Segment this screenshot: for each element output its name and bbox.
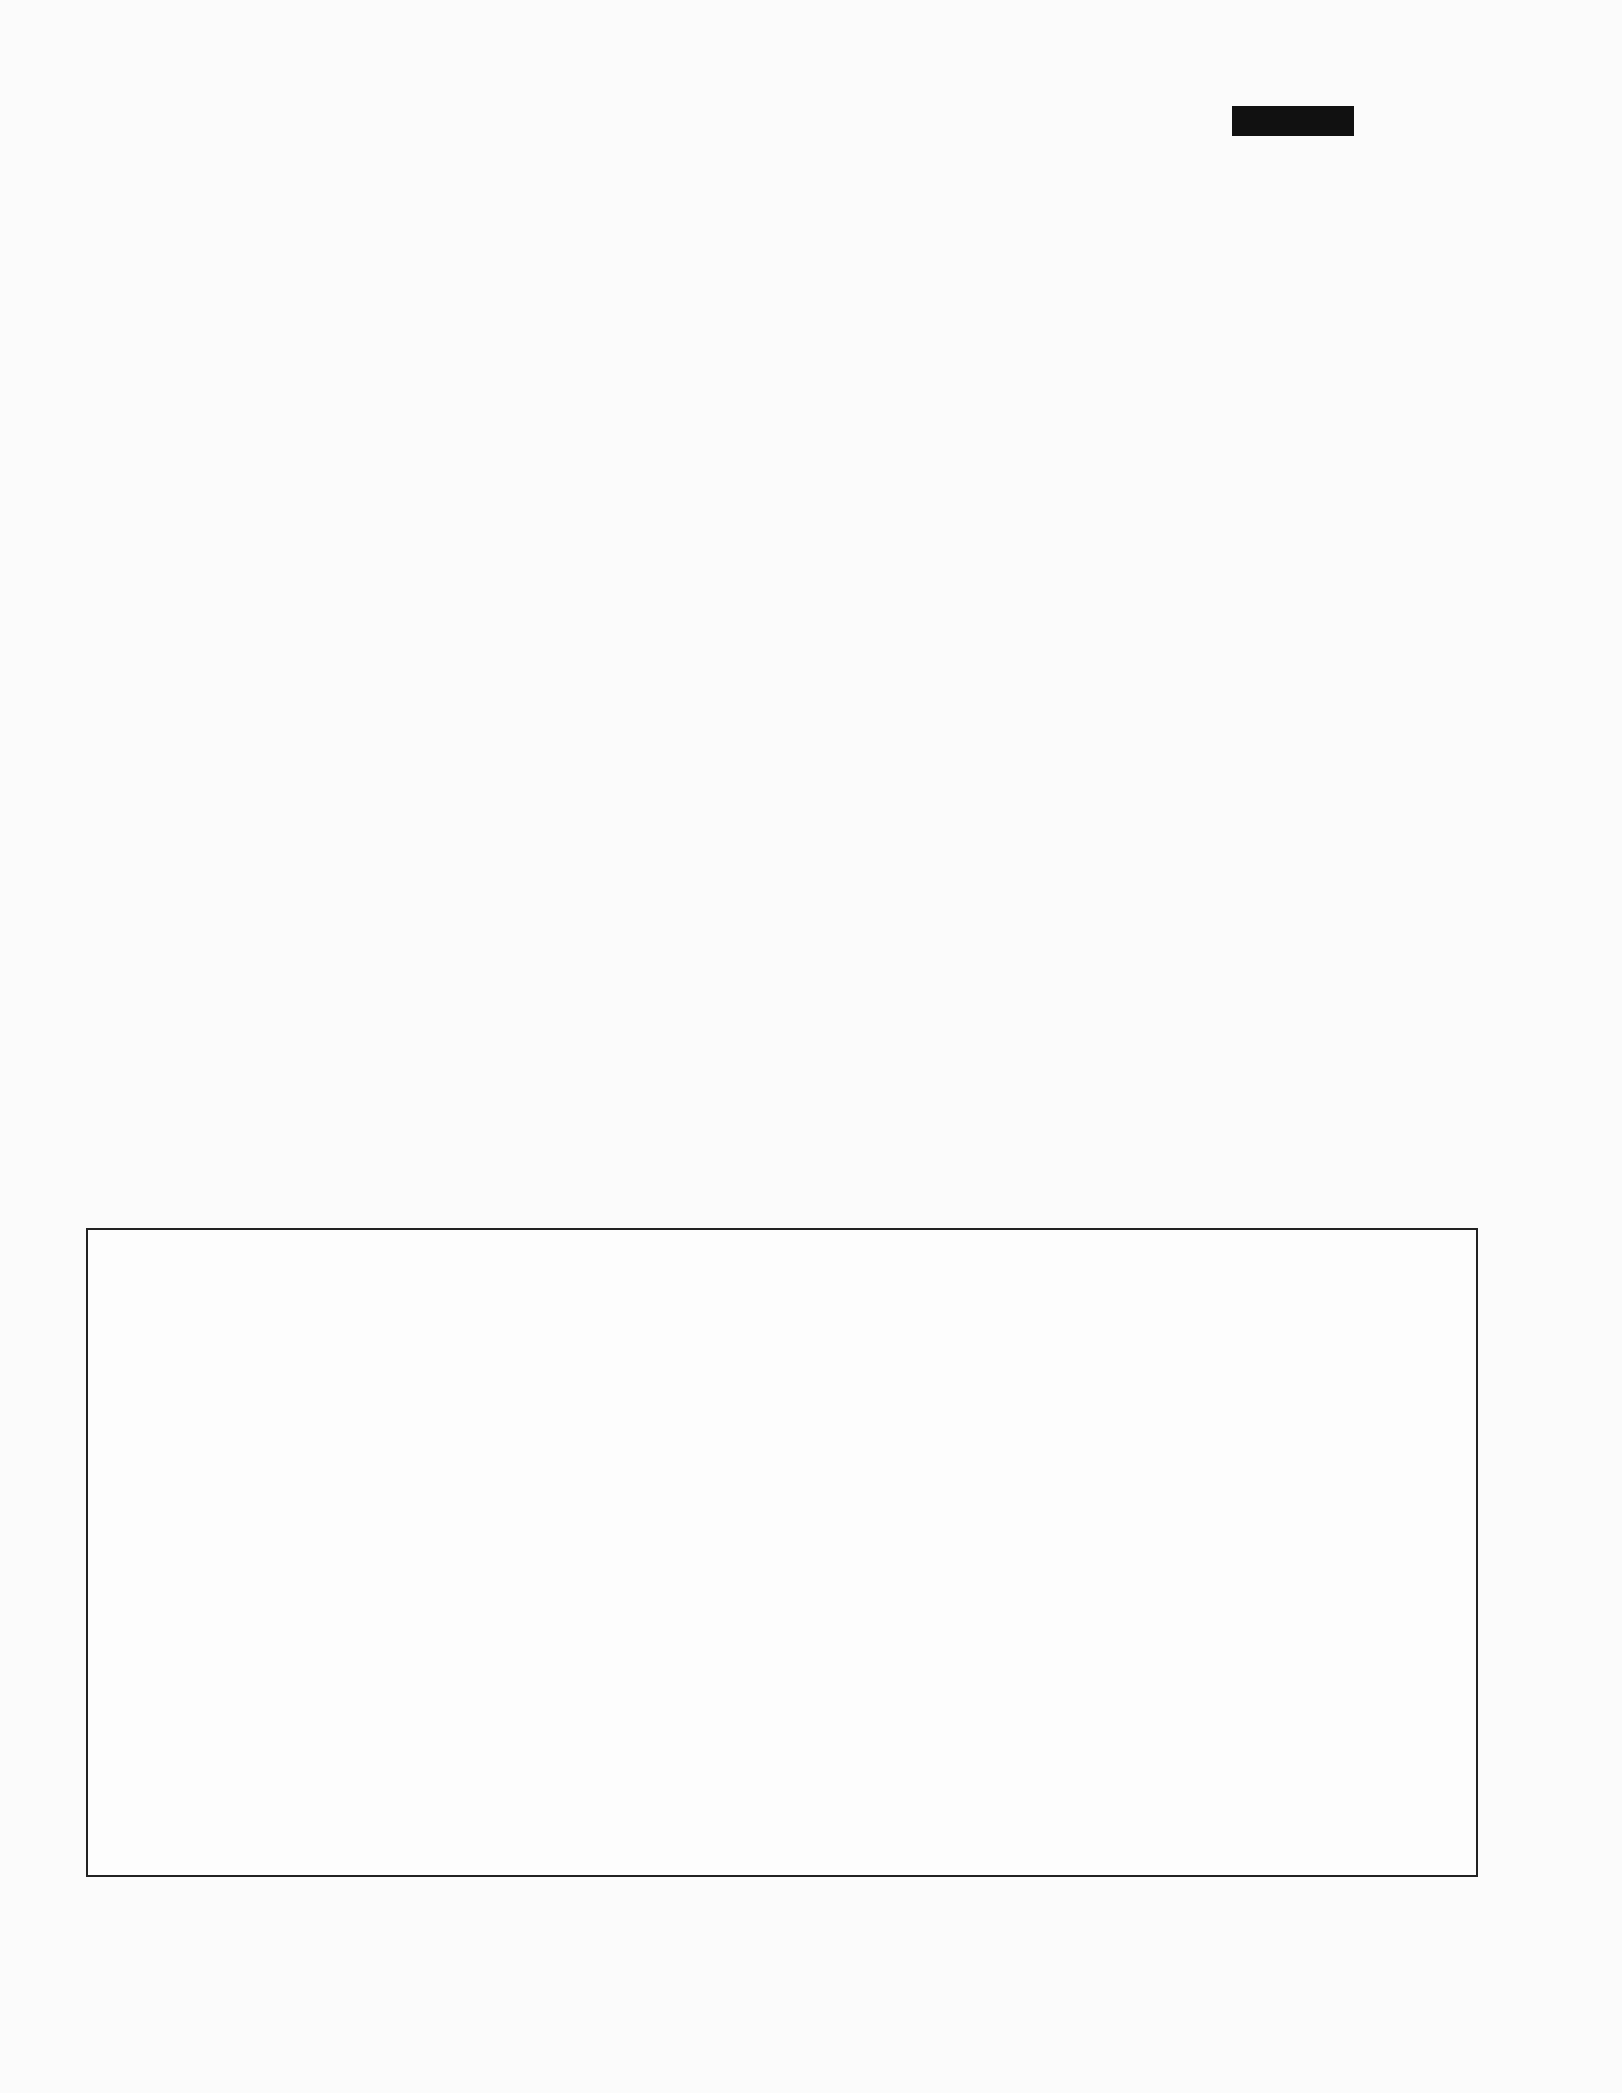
chart-frame	[86, 1228, 1478, 1877]
bar-chart	[88, 1230, 1476, 1875]
redaction-block	[1232, 106, 1354, 136]
